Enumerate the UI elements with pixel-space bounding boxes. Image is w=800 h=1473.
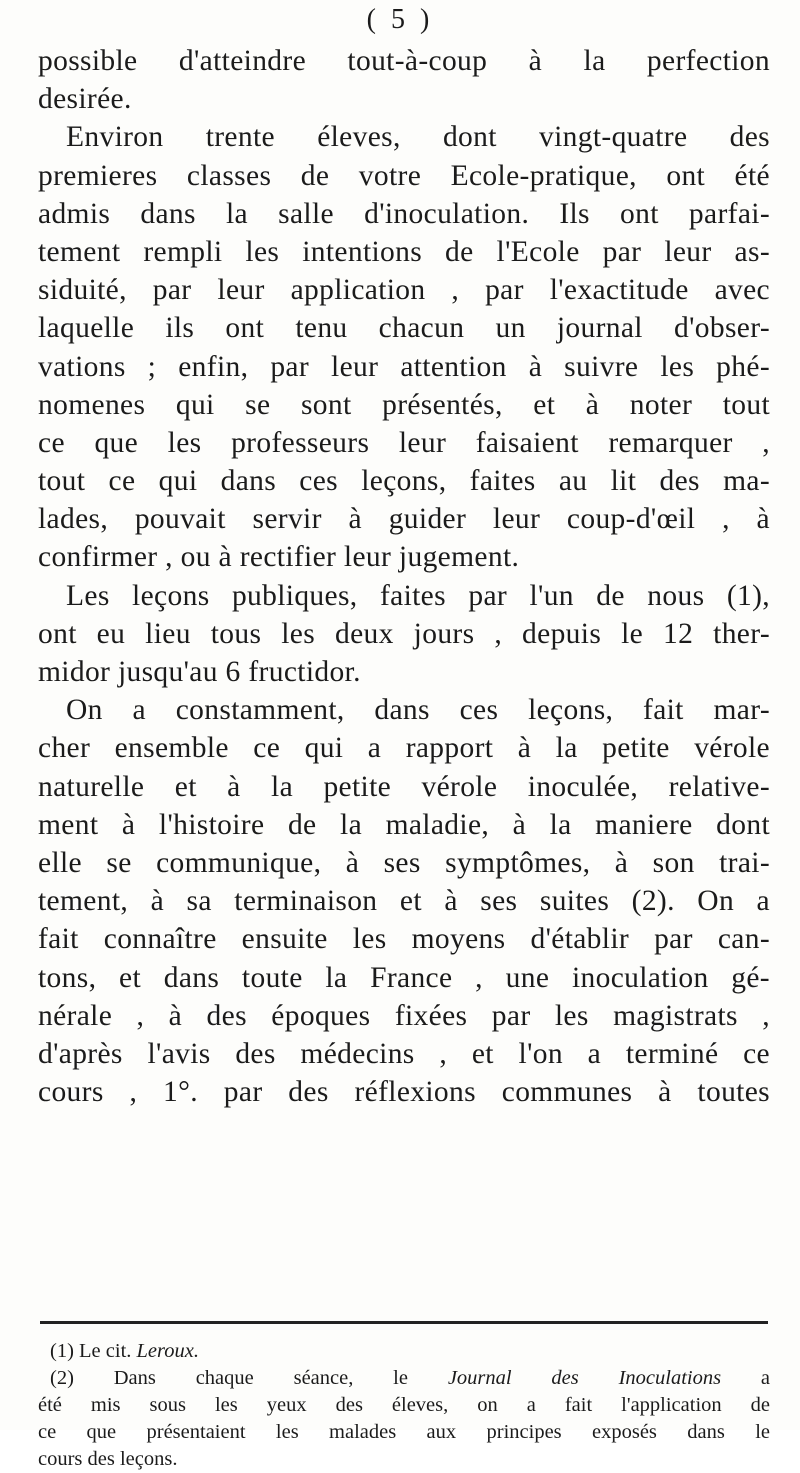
text-line: cher ensemble ce qui a rapport à la petite vérole bbox=[38, 732, 770, 765]
text-line: d'après l'avis des médecins , et l'on a terminé ce bbox=[38, 1037, 770, 1070]
text-line: vations ; enfin, par leur attention à suivre les phé- bbox=[38, 350, 770, 383]
text-line: elle se communique, à ses symptômes, à son trai- bbox=[38, 846, 770, 879]
text-line: ment à l'histoire de la maladie, à la maniere dont bbox=[38, 808, 770, 841]
text-line: naturelle et à la petite vérole inoculée, relative- bbox=[38, 770, 770, 803]
text-line: tons, et dans toute la France , une inoculation gé- bbox=[38, 961, 770, 994]
paragraph-start: Environ trente éleves, dont vingt-quatre des bbox=[66, 121, 770, 154]
text-line: premieres classes de votre Ecole-pratique, ont été bbox=[38, 159, 770, 192]
footnote-marker: (1) bbox=[50, 1340, 74, 1362]
main-text bbox=[38, 42, 770, 1111]
text-line: midor jusqu'au 6 fructidor. bbox=[38, 656, 361, 688]
text-line: nomenes qui se sont présentés, et à noter tout bbox=[38, 388, 770, 421]
footnote-rule bbox=[40, 1321, 768, 1324]
text-line: confirmer , ou à rectifier leur jugement. bbox=[38, 541, 520, 574]
footnote-text: a bbox=[760, 1367, 771, 1389]
footnote-2 bbox=[38, 1365, 770, 1392]
footnote-marker: (2) bbox=[50, 1367, 74, 1389]
text-line: ce que les professeurs leur faisaient remarquer , bbox=[38, 426, 770, 459]
footnote-text: Le cit. bbox=[79, 1340, 132, 1362]
footnote-line: été mis sous les yeux des éleves, on a fait l'application de bbox=[38, 1394, 770, 1416]
text-line: tement, à sa terminaison et à ses suites (2). On a bbox=[38, 885, 770, 918]
text-line: cours , 1°. par des réflexions communes à toutes bbox=[38, 1076, 770, 1109]
footnote-name: Leroux. bbox=[136, 1340, 199, 1362]
footnote-line: ce que présentaient les malades aux principes exposés dans le bbox=[38, 1421, 770, 1443]
footnote-line: cours des leçons. bbox=[38, 1448, 178, 1470]
paragraph-start: On a constamment, dans ces leçons, fait mar- bbox=[66, 694, 770, 727]
text-line: tement rempli les intentions de l'Ecole par leur as- bbox=[38, 235, 770, 268]
text-line: possible d'atteindre tout-à-coup à la perfection bbox=[38, 45, 770, 77]
footnote-text: Dans chaque séance, le bbox=[113, 1367, 408, 1389]
text-line: desirée. bbox=[38, 83, 132, 116]
text-line: tout ce qui dans ces leçons, faites au lit des ma- bbox=[38, 465, 770, 498]
page-number: ( 5 ) bbox=[366, 4, 434, 35]
text-line: admis dans la salle d'inoculation. Ils ont parfai- bbox=[38, 197, 770, 230]
text-line: laquelle ils ont tenu chacun un journal d'obser- bbox=[38, 312, 770, 345]
text-line: lades, pouvait servir à guider leur coup-d'œil , à bbox=[38, 503, 770, 536]
paragraph-start: Les leçons publiques, faites par l'un de nous (1), bbox=[66, 579, 770, 612]
footnotes bbox=[38, 1338, 770, 1473]
text-line: fait connaître ensuite les moyens d'établir par can- bbox=[38, 923, 770, 956]
journal-title: Journal des Inoculations bbox=[447, 1367, 722, 1389]
text-line: siduité, par leur application , par l'exactitude avec bbox=[38, 274, 770, 307]
footnote-1 bbox=[38, 1338, 770, 1365]
text-line: ont eu lieu tous les deux jours , depuis le 12 ther- bbox=[38, 617, 770, 650]
text-line: nérale , à des époques fixées par les magistrats , bbox=[38, 999, 770, 1032]
